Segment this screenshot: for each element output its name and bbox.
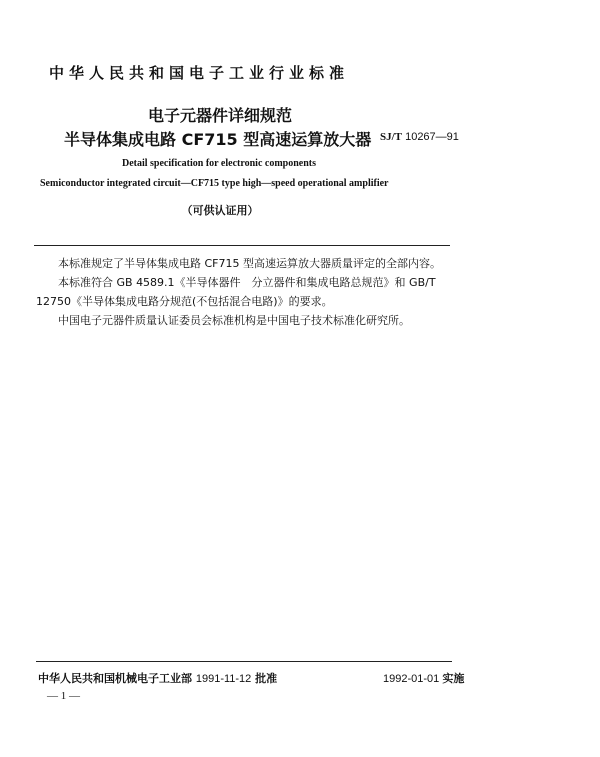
standard-code bbox=[380, 131, 459, 143]
english-title-line1: Detail specification for electronic components bbox=[121, 158, 317, 169]
body-paragraph-1: 本标准规定了半导体集成电路 CF715 型高速运算放大器质量评定的全部内容。 bbox=[58, 257, 441, 270]
approval-org: 中华人民共和国机械电子工业部 bbox=[38, 672, 192, 685]
document-title-line1: 电子元器件详细规范 bbox=[147, 106, 292, 125]
document-title-line2: 半导体集成电路 CF715 型高速运算放大器 bbox=[64, 130, 372, 149]
page-number: — 1 — bbox=[47, 690, 80, 702]
english-title-line2: Semiconductor integrated circuit—CF715 type high—speed operational amplifier bbox=[40, 178, 389, 189]
approval-line bbox=[38, 670, 277, 686]
body-paragraph-2: 本标准符合 GB 4589.1《半导体器件 分立器件和集成电路总规范》和 GB/T 12750《半导体集成电路分规范(不包括混合电路)》的要求。 bbox=[36, 276, 436, 308]
body-paragraph-3: 中国电子元器件质量认证委员会标准机构是中国电子技术标准化研究所。 bbox=[58, 314, 410, 327]
standard-body-header: 中华人民共和国电子工业行业标准 bbox=[48, 64, 349, 82]
effective-date: 1992-01-01 bbox=[383, 673, 440, 685]
effective-label: 实施 bbox=[442, 672, 465, 685]
approval-label: 批准 bbox=[255, 672, 278, 685]
standard-code-number: 10267—91 bbox=[405, 131, 459, 143]
standard-code-prefix: SJ/T bbox=[380, 131, 403, 143]
bottom-divider bbox=[36, 661, 452, 662]
approval-date: 1991-11-12 bbox=[195, 673, 252, 685]
effective-line bbox=[383, 670, 464, 686]
top-divider bbox=[34, 245, 450, 246]
body-text bbox=[36, 254, 456, 330]
certification-note: （可供认证用） bbox=[181, 204, 259, 217]
